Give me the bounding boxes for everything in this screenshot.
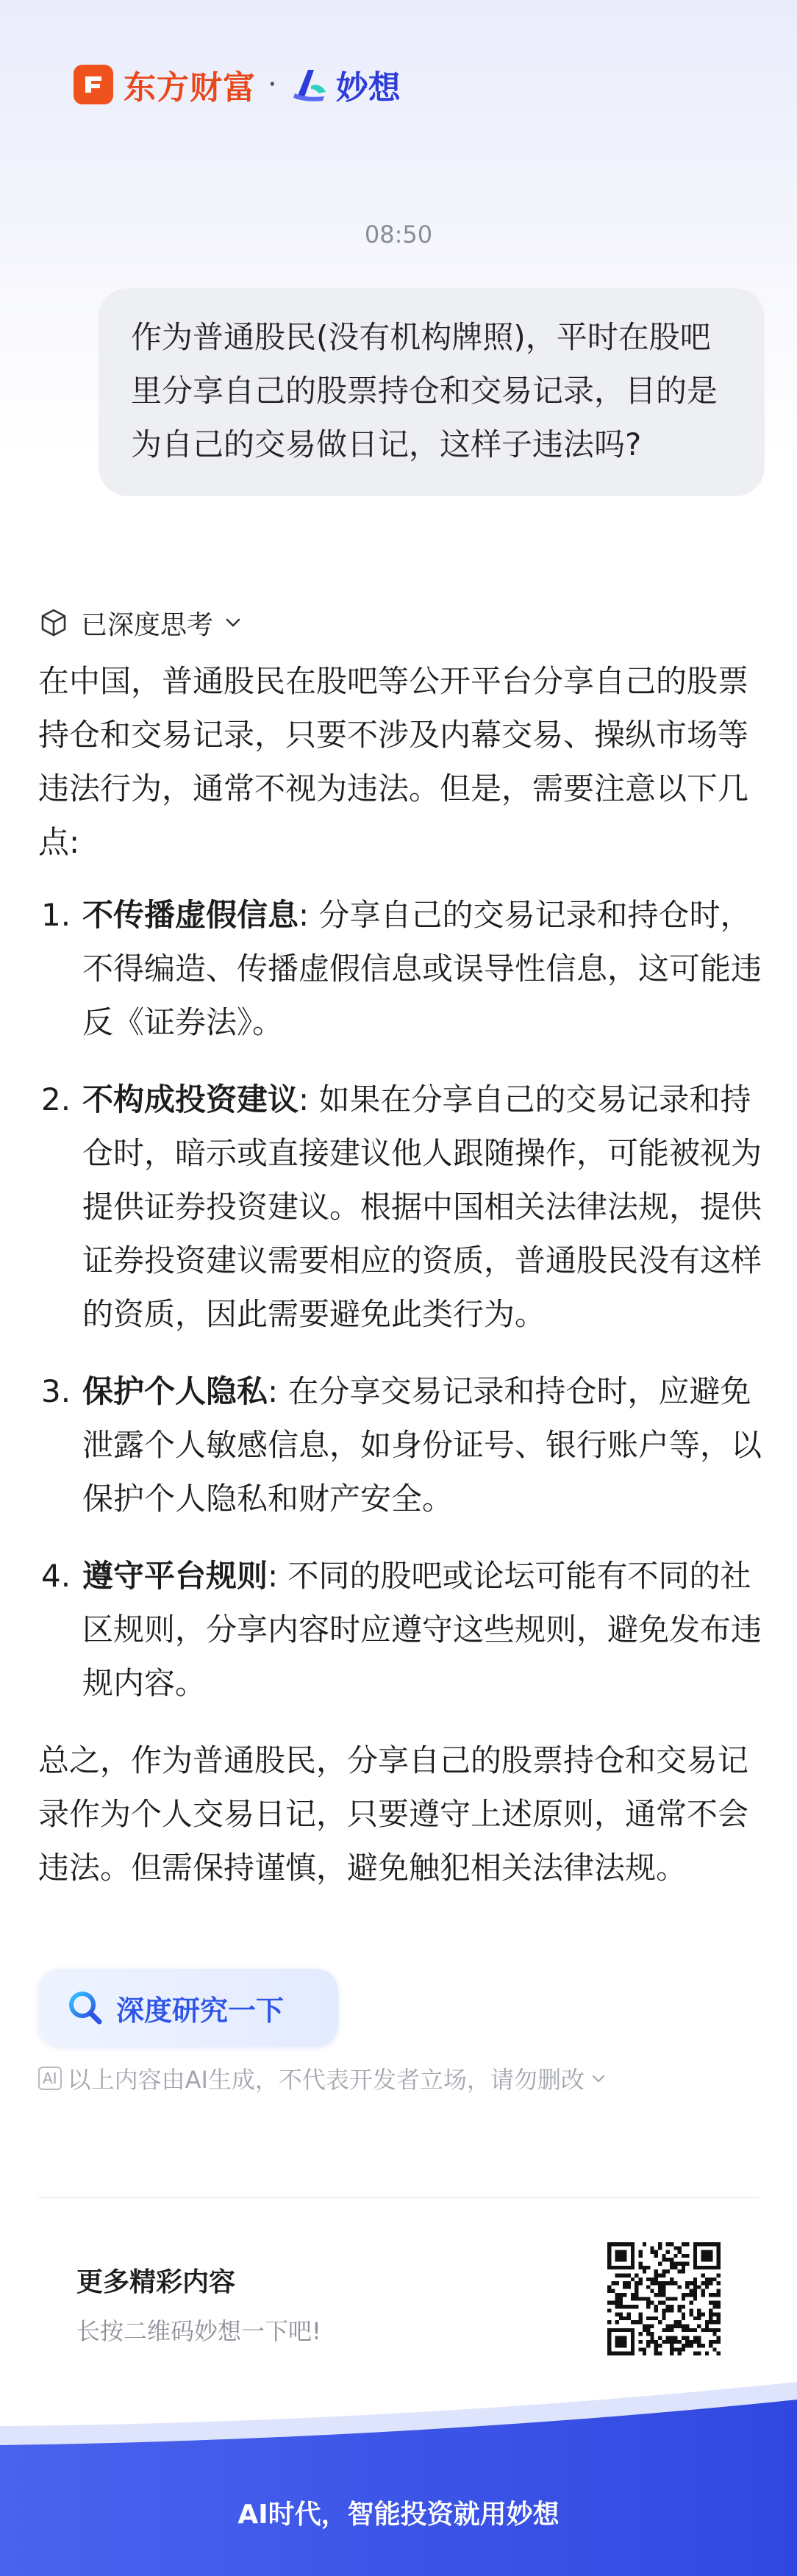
- ai-disclaimer[interactable]: [38, 2060, 607, 2097]
- app-header: [74, 59, 401, 110]
- message-timestamp: 08:50: [364, 221, 433, 248]
- answer-points: [38, 888, 766, 1710]
- point-title: 不构成投资建议: [82, 1081, 299, 1117]
- brand-name: 东方财富: [124, 69, 256, 107]
- point-text: : 如果在分享自己的交易记录和持仓时，暗示或直接建议他人跟随操作，可能被视为提供证券投资建议。根据中国相关法律法规，提供证券投资建议需要相应的资质，普通股民没有这样的资质，因此需要避免此类行为。: [82, 1081, 762, 1332]
- point-text: : 分享自己的交易记录和持仓时，不得编造、传播虚假信息或误导性信息，这可能违反《证券法》。: [82, 897, 762, 1040]
- miaoxiang-logo-icon: [289, 64, 330, 105]
- answer-point: [38, 1364, 766, 1525]
- answer-point: [38, 1549, 766, 1710]
- answer-conclusion: 总之，作为普通股民，分享自己的股票持仓和交易记录作为个人交易日记，只要遵守上述原则，通常不会违法。但需保持谨慎，避免触犯相关法律法规。: [38, 1742, 749, 1886]
- answer-intro: 在中国，普通股民在股吧等公开平台分享自己的股票持仓和交易记录，只要不涉及内幕交易、操纵市场等违法行为，通常不视为违法。但是，需要注意以下几点:: [38, 663, 749, 860]
- magnifier-icon: [65, 1987, 106, 2028]
- point-number: 2.: [41, 1081, 71, 1117]
- answer-point: [38, 888, 766, 1049]
- point-title: 不传播虚假信息: [82, 897, 299, 933]
- point-number: 1.: [41, 897, 71, 933]
- deep-research-button[interactable]: [38, 1969, 338, 2047]
- user-question-bubble: 作为普通股民(没有机构牌照)，平时在股吧里分享自己的股票持仓和交易记录，目的是为自己的交易做日记，这样子违法吗?: [99, 288, 765, 496]
- more-content-subtitle: 长按二维码妙想一下吧!: [76, 2317, 321, 2345]
- point-text: : 在分享交易记录和持仓时，应避免泄露个人敏感信息，如身份证号、银行账户等，以保护个人隐私和财产安全。: [82, 1373, 762, 1517]
- section-divider: [38, 2197, 759, 2198]
- eastmoney-logo-icon: [74, 65, 113, 104]
- app-name: 妙想: [335, 69, 401, 107]
- deep-thinking-toggle[interactable]: [38, 597, 254, 648]
- disclaimer-text: 以上内容由AI生成，不代表开发者立场，请勿删改: [67, 2066, 585, 2094]
- point-number: 4.: [41, 1558, 71, 1594]
- answer-point: [38, 1073, 766, 1341]
- thinking-cube-icon: [38, 607, 69, 638]
- header-separator: ·: [268, 68, 277, 101]
- point-title: 保护个人隐私: [82, 1373, 268, 1409]
- thinking-label: 已深度思考: [81, 609, 214, 640]
- point-text: : 不同的股吧或论坛可能有不同的社区规则，分享内容时应遵守这些规则，避免发布违规内容。: [82, 1558, 762, 1701]
- point-title: 遵守平台规则: [82, 1558, 268, 1594]
- footer-banner: [0, 2382, 797, 2576]
- point-number: 3.: [41, 1373, 71, 1409]
- qr-code[interactable]: [607, 2242, 721, 2355]
- ai-answer: [38, 654, 766, 1895]
- chevron-down-icon: [590, 2070, 607, 2086]
- footer-slogan: AI时代，智能投资就用妙想: [237, 2500, 560, 2530]
- deep-research-label: 深度研究一下: [116, 1994, 285, 2027]
- ai-badge: AI: [38, 2067, 62, 2090]
- chevron-down-icon: [224, 613, 243, 632]
- more-content-title: 更多精彩内容: [76, 2267, 236, 2297]
